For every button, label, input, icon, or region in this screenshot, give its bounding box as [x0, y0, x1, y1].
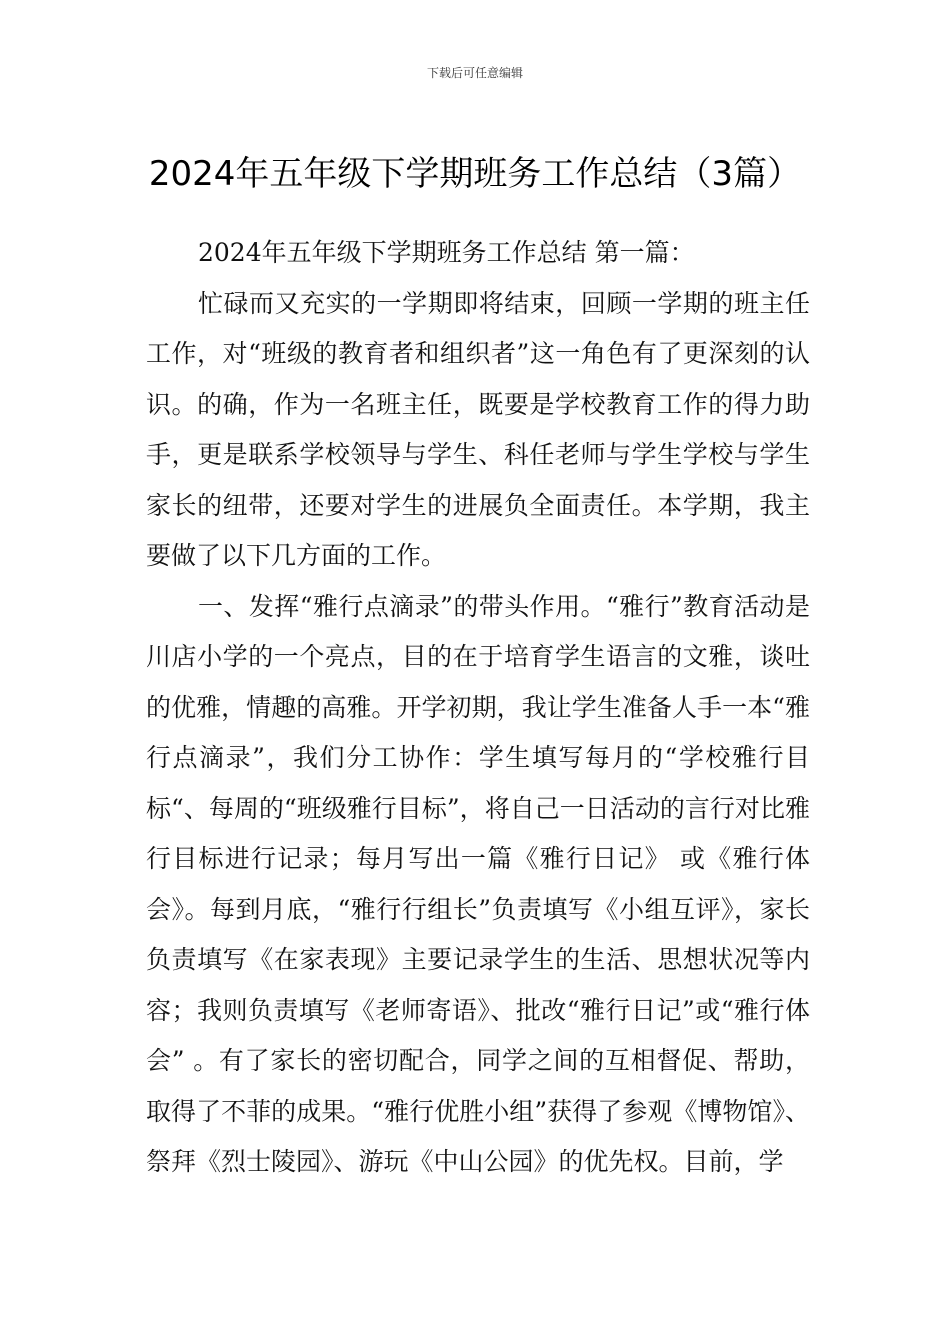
header-note: 下载后可任意编辑 [426, 66, 523, 80]
section-heading: 2024年五年级下学期班务工作总结 第一篇： [198, 238, 695, 267]
paragraph-intro: 忙碌而又充实的一学期即将结束，回顾一学期的班主任工作，对“班级的教育者和组织者”这一角色有了更深刻的认识。的确，作为一名班主任，既要是学校教育工作的得力助手，更是联系学校领导与学生、科任老师与学生学校与学生家长的纽带，还要对学生的进展负全面责任。本学期，我主要做了以下几方面的工作。 [146, 288, 810, 570]
document-title: 2024年五年级下学期班务工作总结（3篇） [148, 153, 802, 194]
document-body [146, 228, 810, 1188]
paragraph-section-one: 一、发挥“雅行点滴录”的带头作用。“雅行”教育活动是川店小学的一个亮点，目的在于培育学生语言的文雅，谈吐的优雅，情趣的高雅。开学初期，我让学生准备人手一本“雅行点滴录”，我们分工协作：学生填写每月的“学校雅行目标“、每周的“班级雅行目标”，将自己一日活动的言行对比雅行目标进行记录；每月写出一篇《雅行日记》 或《雅行体会》。每到月底，“雅行行组长”负责填写《小组互评》，家长负责填写《在家表现》主要记录学生的生活、思想状况等内容；我则负责填写《老师寄语》、批改“雅行日记”或“雅行体会” 。有了家长的密切配合，同学之间的互相督促、帮助，取得了不菲的成果。“雅行优胜小组”获得了参观《博物馆》、祭拜《烈士陵园》、游玩《中山公园》的优先权。目前，学 [146, 591, 810, 1176]
